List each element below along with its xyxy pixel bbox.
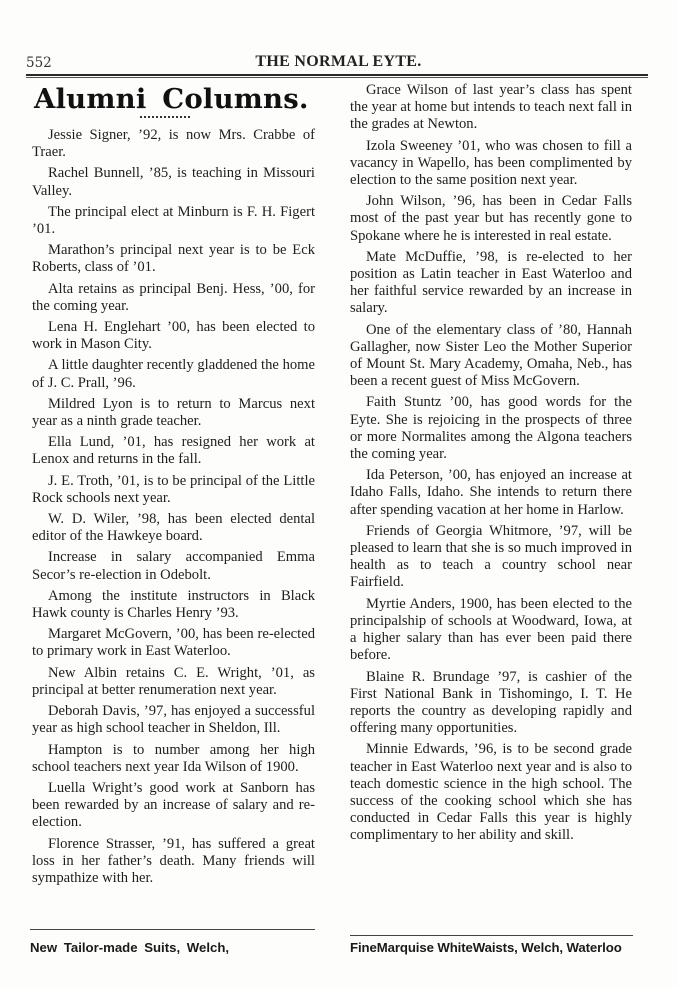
footer-rule-right	[350, 935, 633, 936]
paragraph: Increase in salary accompanied Emma Secor’s re-election in Odebolt.	[32, 549, 315, 583]
paragraph: Lena H. Englehart ’00, has been elected to work in Mason City.	[32, 319, 315, 353]
running-head: THE NORMAL EYTE.	[255, 53, 422, 70]
paragraph: Alta retains as principal Benj. Hess, ’00, for the coming year.	[32, 280, 315, 314]
paragraph: Hampton is to number among her high school teachers next year Ida Wilson of 1900.	[32, 741, 315, 775]
left-column	[32, 82, 315, 891]
paragraph: A little daughter recently gladdened the home of J. C. Prall, ’96.	[32, 357, 315, 391]
paragraph: Mildred Lyon is to return to Marcus next year as a ninth grade teacher.	[32, 395, 315, 430]
page-number: 552	[26, 55, 52, 71]
paragraph: John Wilson, ’96, has been in Cedar Falls most of the past year but has recently gone to Spokane where he is interested in real estate.	[350, 193, 632, 244]
paragraph: Rachel Bunnell, ’85, is teaching in Missouri Valley.	[32, 165, 315, 199]
article-title: Alumni Columns.	[34, 83, 309, 115]
paragraph: Faith Stuntz ’00, has good words for the Eyte. She is rejoicing in the prospects of three or more Normalites among the Algona teachers the coming year.	[350, 394, 632, 463]
footer-ad-left: New Tailor-made Suits, Welch,	[30, 940, 230, 955]
header-double-rule	[26, 74, 648, 78]
paragraph: Ella Lund, ’01, has resigned her work at Lenox and returns in the fall.	[32, 434, 315, 468]
paragraph: Deborah Davis, ’97, has enjoyed a successful year as high school teacher in Sheldon, Ill.	[32, 703, 315, 737]
paragraph: Blaine R. Brundage ’97, is cashier of the First National Bank in Tishomingo, I. T. He reports the country as developing rapidly and offering many opportunities.	[350, 668, 632, 737]
title-ornament	[140, 116, 190, 121]
paragraph: Friends of Georgia Whitmore, ’97, will be pleased to learn that she is so much improved in health as to teach a country school near Fairfield.	[350, 522, 632, 591]
paragraph: One of the elementary class of ’80, Hannah Gallagher, now Sister Leo the Mother Superior of Mount St. Mary Academy, Omaha, Neb., has been a recent guest of Miss McGovern.	[350, 321, 632, 390]
paragraph: Florence Strasser, ’91, has suffered a great loss in her father’s death. Many friends will sympathize with her.	[32, 835, 315, 886]
paragraph: Izola Sweeney ’01, who was chosen to fill a vacancy in Wapello, has been complimented by election to the same position next year.	[350, 137, 632, 189]
paragraph: Among the institute instructors in Black Hawk county is Charles Henry ’93.	[32, 587, 315, 622]
paragraph: Minnie Edwards, ’96, is to be second grade teacher in East Waterloo next year and is also to teach domestic science in the high school. The success of the cooking school which she has conducted in Cedar Falls this year is highly complimentary to her ability and skill.	[350, 741, 632, 844]
paragraph: Luella Wright’s good work at Sanborn has been rewarded by an increase of salary and re-election.	[32, 779, 315, 831]
paragraph: Marathon’s principal next year is to be Eck Roberts, class of ’01.	[32, 242, 315, 276]
paragraph: Mate McDuffie, ’98, is re-elected to her position as Latin teacher in East Waterloo and her faithful service rewarded by an increase in salary.	[350, 248, 632, 317]
paragraph: New Albin retains C. E. Wright, ’01, as principal at better renumeration next year.	[32, 664, 315, 698]
paragraph: Myrtie Anders, 1900, has been elected to the principalship of schools at Woodward, Iowa, at a higher salary than has ever been paid there before.	[350, 595, 632, 664]
paragraph: J. E. Troth, ’01, is to be principal of the Little Rock schools next year.	[32, 472, 315, 506]
paragraph: Grace Wilson of last year’s class has spent the year at home but intends to teach next fall in the grades at Newton.	[350, 82, 632, 133]
footer-rule-left	[30, 929, 315, 930]
paragraph: W. D. Wiler, ’98, has been elected dental editor of the Hawkeye board.	[32, 511, 315, 545]
paragraph: Margaret McGovern, ’00, has been re-elected to primary work in East Waterloo.	[32, 626, 315, 660]
footer-ad-right: FineMarquise WhiteWaists, Welch, Waterloo	[350, 940, 622, 955]
paragraph: Ida Peterson, ’00, has enjoyed an increase at Idaho Falls, Idaho. She intends to return there after spending vacation at her home in Harlow.	[350, 467, 632, 518]
right-column	[350, 82, 632, 849]
paragraph: The principal elect at Minburn is F. H. Figert ’01.	[32, 203, 315, 238]
paragraph: Jessie Signer, ’92, is now Mrs. Crabbe of Traer.	[32, 127, 315, 161]
